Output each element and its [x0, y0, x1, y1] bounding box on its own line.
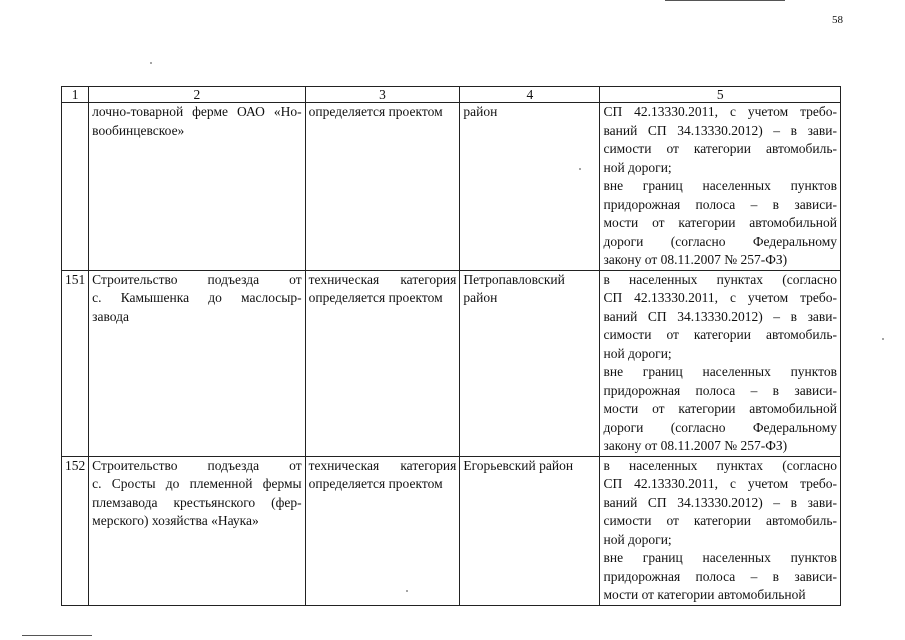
object-name-cell	[89, 270, 305, 456]
cell-text-line: район	[463, 290, 498, 305]
district-cell	[460, 103, 600, 271]
cell-text-line: лочно-товарной ферме ОАО «Но-	[92, 104, 302, 119]
cell-text-line: придорожная полоса – в зависи-	[603, 568, 837, 584]
cell-text-line: ваний СП 34.13330.2012) – в зави-	[603, 308, 837, 324]
cell-text-line: в населенных пунктах (согласно	[603, 271, 837, 287]
cell-text-line: Строительство подъезда от	[92, 271, 302, 287]
category-cell	[305, 270, 460, 456]
scan-speck	[150, 62, 152, 64]
category-cell	[305, 456, 460, 605]
row-number: 151	[62, 270, 89, 456]
cell-text-line: ной дороги;	[603, 531, 672, 547]
document-table	[61, 86, 841, 606]
table-row	[62, 270, 841, 456]
cell-text-line: вне границ населенных пунктов	[603, 550, 837, 565]
zone-cell	[600, 456, 841, 605]
cell-text-line: ной дороги;	[603, 345, 672, 361]
column-header: 2	[89, 87, 305, 103]
cell-text-line: Петропавловский	[463, 271, 565, 287]
cell-text-line: в населенных пунктах (согласно	[603, 457, 837, 473]
cell-text-line: вне границ населенных пунктов	[603, 178, 837, 193]
cell-text-line: СП 42.13330.2011, с учетом требо-	[603, 104, 837, 119]
cell-text-line: определяется проектом	[308, 104, 443, 119]
cell-text-line: симости от категории автомобиль-	[603, 141, 837, 156]
district-cell	[460, 456, 600, 605]
cell-text-line: ваний СП 34.13330.2012) – в зави-	[603, 122, 837, 138]
cell-text-line: симости от категории автомобиль-	[603, 513, 837, 528]
cell-text-line: техническая категория	[308, 271, 457, 287]
column-header: 4	[460, 87, 600, 103]
table-header-row	[62, 87, 841, 103]
cell-text-line: техническая категория	[308, 457, 457, 473]
top-rule	[665, 0, 785, 1]
cell-text-line: симости от категории автомобиль-	[603, 327, 837, 342]
cell-text-line: СП 42.13330.2011, с учетом требо-	[603, 476, 837, 491]
cell-text-line: закону от 08.11.2007 № 257-ФЗ)	[603, 438, 788, 453]
table-row	[62, 456, 841, 605]
cell-text-line: СП 42.13330.2011, с учетом требо-	[603, 290, 837, 305]
row-number: 152	[62, 456, 89, 605]
cell-text-line: ваний СП 34.13330.2012) – в зави-	[603, 494, 837, 510]
zone-cell	[600, 103, 841, 271]
column-header: 3	[305, 87, 460, 103]
cell-text-line: Егорьевский район	[463, 457, 574, 473]
cell-text-line: закону от 08.11.2007 № 257-ФЗ)	[603, 252, 788, 267]
cell-text-line: придорожная полоса – в зависи-	[603, 382, 837, 398]
cell-text-line: мости от категории автомобильной	[603, 587, 806, 602]
cell-text-line: определяется проектом	[308, 290, 443, 305]
cell-text-line: Строительство подъезда от	[92, 457, 302, 473]
page-number: 58	[832, 14, 843, 26]
cell-text-line: вообинцевское»	[92, 122, 185, 138]
object-name-cell	[89, 456, 305, 605]
cell-text-line: мости от категории автомобильной	[603, 401, 837, 416]
cell-text-line: определяется проектом	[308, 476, 443, 491]
row-number	[62, 103, 89, 271]
cell-text-line: с. Сросты до племенной фермы	[92, 476, 302, 491]
column-header: 1	[62, 87, 89, 103]
cell-text-line: дороги (согласно Федеральному	[603, 233, 837, 249]
cell-text-line: племзавода крестьянского (фер-	[92, 494, 302, 510]
cell-text-line: мости от категории автомобильной	[603, 215, 837, 230]
cell-text-line: придорожная полоса – в зависи-	[603, 196, 837, 212]
cell-text-line: район	[463, 104, 498, 119]
cell-text-line: мерского) хозяйства «Наука»	[92, 513, 259, 528]
bottom-rule	[22, 635, 92, 636]
scan-speck	[882, 338, 884, 340]
object-name-cell	[89, 103, 305, 271]
zone-cell	[600, 270, 841, 456]
cell-text-line: с. Камышенка до маслосыр-	[92, 290, 302, 305]
table-row	[62, 103, 841, 271]
cell-text-line: вне границ населенных пунктов	[603, 364, 837, 379]
cell-text-line: дороги (согласно Федеральному	[603, 419, 837, 435]
category-cell	[305, 103, 460, 271]
cell-text-line: ной дороги;	[603, 159, 672, 175]
cell-text-line: завода	[92, 308, 130, 324]
column-header: 5	[600, 87, 841, 103]
district-cell	[460, 270, 600, 456]
